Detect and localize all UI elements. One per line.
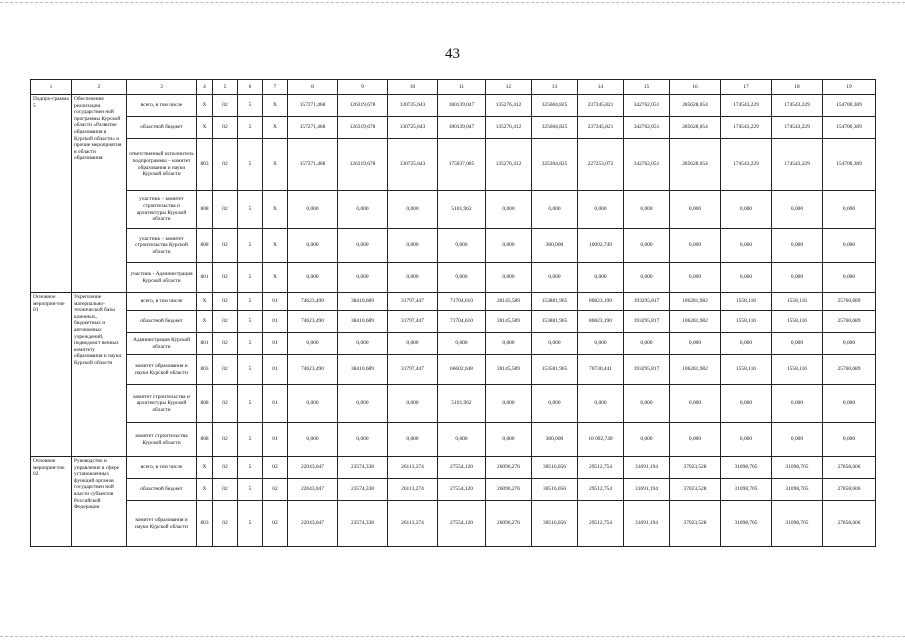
column-header: 16 (670, 80, 721, 95)
column-header: 15 (624, 80, 670, 95)
value-cell: 25760,689 (823, 311, 876, 333)
value-cell: 0,000 (721, 191, 772, 229)
table-row (31, 479, 876, 501)
value-cell: 38410,689 (338, 293, 388, 311)
value-cell: 342762,051 (624, 139, 670, 191)
value-cell: 0,000 (288, 423, 338, 457)
value-cell: 31098,705 (721, 457, 772, 479)
value-cell: 106281,982 (670, 293, 721, 311)
value-cell: 74623,490 (288, 355, 338, 385)
value-cell: 130725,643 (388, 117, 438, 139)
value-cell: 0,000 (338, 423, 388, 457)
group-description-cell: Руководство и управление в сфере установленных функций органов государствен ной власти субъектов Российской Федерации (72, 457, 127, 547)
value-cell: 31691,194 (624, 457, 670, 479)
source-label-cell: ответственный исполнитель подпрограммы – комитет образования и науки Курской области (127, 139, 197, 191)
column-header: 9 (338, 80, 388, 95)
value-cell: 0,000 (624, 333, 670, 355)
value-cell: 300,000 (532, 423, 578, 457)
value-cell: 0,000 (823, 423, 876, 457)
value-cell: 0,000 (624, 385, 670, 423)
value-cell: 0,000 (578, 263, 624, 293)
value-cell: 0,000 (338, 263, 388, 293)
value-cell: 808 (197, 423, 213, 457)
table-row (31, 355, 876, 385)
value-cell: 31098,705 (721, 479, 772, 501)
value-cell: 175037,085 (438, 139, 486, 191)
column-header: 13 (532, 80, 578, 95)
value-cell: 106281,982 (670, 311, 721, 333)
value-cell: 325304,825 (532, 139, 578, 191)
value-cell: 37023,528 (670, 479, 721, 501)
value-cell: X (263, 263, 288, 293)
value-cell: 31691,194 (624, 479, 670, 501)
value-cell: 5 (238, 117, 263, 139)
value-cell: 29512,754 (578, 501, 624, 547)
value-cell: 0,000 (823, 385, 876, 423)
value-cell: 26113,274 (388, 457, 438, 479)
budget-table (30, 79, 876, 547)
table-row (31, 385, 876, 423)
value-cell: 31098,705 (772, 501, 823, 547)
value-cell: X (263, 117, 288, 139)
source-label-cell: участник – комитет строительства Курской области (127, 229, 197, 263)
value-cell: X (263, 95, 288, 117)
value-cell: X (263, 191, 288, 229)
value-cell: 126319,678 (338, 117, 388, 139)
value-cell: 80823,190 (578, 293, 624, 311)
value-cell: 126319,678 (338, 95, 388, 117)
value-cell: 02 (213, 355, 238, 385)
value-cell: 0,000 (624, 229, 670, 263)
value-cell: 227253,072 (578, 139, 624, 191)
value-cell: 02 (213, 139, 238, 191)
value-cell: 38410,689 (338, 355, 388, 385)
group-name-cell: Подпро-грамма 5 (31, 95, 72, 293)
value-cell: 0,000 (388, 191, 438, 229)
value-cell: 0,000 (670, 333, 721, 355)
value-cell: 5 (238, 191, 263, 229)
table-row (31, 117, 876, 139)
value-cell: 0,000 (288, 191, 338, 229)
column-header: 5 (213, 80, 238, 95)
value-cell: 23574,338 (338, 457, 388, 479)
value-cell: 0,000 (670, 263, 721, 293)
value-cell: 5 (238, 423, 263, 457)
value-cell: 0,000 (721, 385, 772, 423)
value-cell: X (263, 229, 288, 263)
value-cell: 157271,468 (288, 95, 338, 117)
value-cell: 80823,190 (578, 311, 624, 333)
value-cell: 02 (213, 229, 238, 263)
value-cell: 325604,825 (532, 117, 578, 139)
value-cell: 29512,754 (578, 479, 624, 501)
value-cell: 0,000 (486, 385, 532, 423)
column-header: 18 (772, 80, 823, 95)
value-cell: 154700,389 (823, 117, 876, 139)
value-cell: 0,000 (338, 229, 388, 263)
value-cell: 0,000 (670, 423, 721, 457)
header-row (31, 80, 876, 95)
value-cell: 25760,689 (823, 355, 876, 385)
value-cell: 5 (238, 139, 263, 191)
value-cell: 180139,047 (438, 117, 486, 139)
column-header: 2 (72, 80, 127, 95)
source-label-cell: комитет строительства Курской области (127, 423, 197, 457)
value-cell: 5 (238, 333, 263, 355)
value-cell: 0,000 (772, 423, 823, 457)
value-cell: 01 (263, 355, 288, 385)
value-cell: 0,000 (578, 333, 624, 355)
value-cell: 1558,116 (772, 355, 823, 385)
value-cell: 02 (213, 457, 238, 479)
value-cell: 174543,229 (721, 95, 772, 117)
value-cell: 325604,825 (532, 95, 578, 117)
value-cell: 5 (238, 263, 263, 293)
value-cell: 135276,412 (486, 95, 532, 117)
value-cell: 106281,982 (670, 355, 721, 385)
source-label-cell: областной бюджет (127, 117, 197, 139)
value-cell: 1558,116 (772, 311, 823, 333)
value-cell: 5 (238, 293, 263, 311)
value-cell: 02 (213, 423, 238, 457)
value-cell: 0,000 (624, 263, 670, 293)
value-cell: 0,000 (624, 423, 670, 457)
value-cell: 285628,054 (670, 117, 721, 139)
value-cell: 31797,447 (388, 355, 438, 385)
column-header: 8 (288, 80, 338, 95)
value-cell: 0,000 (486, 263, 532, 293)
value-cell: 26096,276 (486, 479, 532, 501)
value-cell: 02 (213, 385, 238, 423)
value-cell: 30516,056 (532, 457, 578, 479)
value-cell: 0,000 (486, 191, 532, 229)
value-cell: 0,000 (288, 385, 338, 423)
value-cell: 27554,120 (438, 457, 486, 479)
value-cell: 1558,116 (721, 311, 772, 333)
value-cell: 0,000 (772, 191, 823, 229)
value-cell: 02 (213, 263, 238, 293)
value-cell: 22043,047 (288, 457, 338, 479)
source-label-cell: участник – комитет строительства и архитектуры Курской области (127, 191, 197, 229)
value-cell: 174543,229 (721, 139, 772, 191)
value-cell: 0,000 (721, 333, 772, 355)
column-header: 3 (127, 80, 197, 95)
value-cell: 0,000 (721, 229, 772, 263)
value-cell: 0,000 (532, 263, 578, 293)
value-cell: X (197, 457, 213, 479)
value-cell: 342762,051 (624, 117, 670, 139)
value-cell: X (197, 293, 213, 311)
value-cell: 0,000 (670, 229, 721, 263)
table-row (31, 293, 876, 311)
value-cell: 28145,589 (486, 311, 532, 333)
value-cell: 31797,447 (388, 293, 438, 311)
value-cell: 02 (213, 95, 238, 117)
value-cell: 66602,648 (438, 355, 486, 385)
value-cell: 193295,817 (624, 311, 670, 333)
value-cell: 28145,589 (486, 355, 532, 385)
value-cell: 342762,051 (624, 95, 670, 117)
value-cell: 02 (263, 479, 288, 501)
value-cell: 0,000 (388, 229, 438, 263)
value-cell: 0,000 (388, 263, 438, 293)
value-cell: 0,000 (486, 423, 532, 457)
value-cell: 5 (238, 229, 263, 263)
table-row (31, 333, 876, 355)
value-cell: 02 (213, 479, 238, 501)
value-cell: 0,000 (772, 229, 823, 263)
source-label-cell: комитет образования и науки Курской области (127, 501, 197, 547)
value-cell: 02 (213, 293, 238, 311)
value-cell: 31691,194 (624, 501, 670, 547)
page-number: 43 (445, 46, 460, 62)
value-cell: 0,000 (288, 229, 338, 263)
value-cell: 01 (263, 293, 288, 311)
value-cell: 26096,276 (486, 457, 532, 479)
value-cell: 0,000 (670, 385, 721, 423)
value-cell: 38410,689 (338, 311, 388, 333)
column-header: 4 (197, 80, 213, 95)
column-header: 6 (238, 80, 263, 95)
value-cell: 135276,412 (486, 139, 532, 191)
value-cell: 02 (213, 191, 238, 229)
column-header: 12 (486, 80, 532, 95)
group-name-cell: Основное мероприя-тие 02 (31, 457, 72, 547)
value-cell: 0,000 (670, 191, 721, 229)
value-cell: 27554,120 (438, 501, 486, 547)
value-cell: 02 (263, 457, 288, 479)
value-cell: 26096,276 (486, 501, 532, 547)
value-cell: 174543,229 (772, 95, 823, 117)
value-cell: 174543,229 (772, 117, 823, 139)
value-cell: 0,000 (532, 191, 578, 229)
value-cell: 01 (263, 311, 288, 333)
value-cell: 5 (238, 385, 263, 423)
value-cell: 174543,229 (772, 139, 823, 191)
value-cell: X (197, 117, 213, 139)
value-cell: 1558,116 (721, 355, 772, 385)
source-label-cell: всего, в том числе (127, 457, 197, 479)
value-cell: 10 092,749 (578, 423, 624, 457)
value-cell: 0,000 (486, 229, 532, 263)
value-cell: 0,000 (823, 333, 876, 355)
value-cell: 71704,610 (438, 311, 486, 333)
value-cell: 0,000 (338, 333, 388, 355)
table-row (31, 457, 876, 479)
source-label-cell: Администрация Курской области (127, 333, 197, 355)
value-cell: 74623,490 (288, 311, 338, 333)
value-cell: 193295,817 (624, 293, 670, 311)
value-cell: 22043,047 (288, 501, 338, 547)
value-cell: 126319,678 (338, 139, 388, 191)
value-cell: 803 (197, 355, 213, 385)
table-row (31, 311, 876, 333)
value-cell: 0,000 (823, 191, 876, 229)
value-cell: 0,000 (486, 333, 532, 355)
value-cell: 0,000 (532, 385, 578, 423)
value-cell: 180139,047 (438, 95, 486, 117)
value-cell: 27554,120 (438, 479, 486, 501)
value-cell: 0,000 (772, 385, 823, 423)
value-cell: 0,000 (721, 263, 772, 293)
value-cell: 27858,606 (823, 501, 876, 547)
value-cell: 0,000 (288, 333, 338, 355)
value-cell: 130725,643 (388, 139, 438, 191)
value-cell: 0,000 (721, 423, 772, 457)
column-header: 10 (388, 80, 438, 95)
value-cell: 154700,389 (823, 95, 876, 117)
value-cell: 285628,054 (670, 95, 721, 117)
value-cell: 153881,965 (532, 293, 578, 311)
value-cell: 02 (213, 117, 238, 139)
value-cell: 5101,962 (438, 385, 486, 423)
value-cell: 26113,274 (388, 479, 438, 501)
value-cell: 5 (238, 479, 263, 501)
value-cell: X (197, 95, 213, 117)
value-cell: 154700,389 (823, 139, 876, 191)
value-cell: 153581,965 (532, 355, 578, 385)
value-cell: 5 (238, 95, 263, 117)
column-header: 7 (263, 80, 288, 95)
value-cell: 27858,606 (823, 457, 876, 479)
value-cell: 70730,441 (578, 355, 624, 385)
value-cell: 285628,054 (670, 139, 721, 191)
table-row (31, 95, 876, 117)
value-cell: 71704,610 (438, 293, 486, 311)
value-cell: 23574,338 (338, 479, 388, 501)
table-row (31, 139, 876, 191)
value-cell: 37023,528 (670, 457, 721, 479)
value-cell: 808 (197, 191, 213, 229)
value-cell: 237345,821 (578, 117, 624, 139)
table-row (31, 263, 876, 293)
value-cell: 0,000 (338, 385, 388, 423)
value-cell: 30516,056 (532, 501, 578, 547)
value-cell: 01 (263, 385, 288, 423)
value-cell: 0,000 (438, 333, 486, 355)
value-cell: 0,000 (438, 263, 486, 293)
value-cell: 801 (197, 333, 213, 355)
value-cell: 5 (238, 355, 263, 385)
value-cell: 01 (263, 333, 288, 355)
value-cell: 31797,447 (388, 311, 438, 333)
value-cell: 0,000 (578, 385, 624, 423)
value-cell: 0,000 (823, 229, 876, 263)
table-row (31, 229, 876, 263)
value-cell: 803 (197, 501, 213, 547)
value-cell: 1558,116 (772, 293, 823, 311)
source-label-cell: участник - Администрация Курской области (127, 263, 197, 293)
value-cell: X (263, 139, 288, 191)
value-cell: 25760,689 (823, 293, 876, 311)
value-cell: 37023,528 (670, 501, 721, 547)
value-cell: 5 (238, 311, 263, 333)
value-cell: 01 (263, 423, 288, 457)
value-cell: 0,000 (388, 333, 438, 355)
value-cell: 02 (213, 311, 238, 333)
value-cell: 0,000 (532, 333, 578, 355)
value-cell: 02 (213, 501, 238, 547)
value-cell: 23574,338 (338, 501, 388, 547)
value-cell: 27858,606 (823, 479, 876, 501)
value-cell: 135276,412 (486, 117, 532, 139)
column-header: 19 (823, 80, 876, 95)
value-cell: 5 (238, 501, 263, 547)
value-cell: 300,000 (532, 229, 578, 263)
value-cell: 157271,468 (288, 117, 338, 139)
value-cell: 31098,705 (721, 501, 772, 547)
value-cell: 174543,229 (721, 117, 772, 139)
value-cell: 22043,047 (288, 479, 338, 501)
source-label-cell: комитет строительства и архитектуры Курской области (127, 385, 197, 423)
table-row (31, 191, 876, 229)
value-cell: 130725,643 (388, 95, 438, 117)
value-cell: 0,000 (823, 263, 876, 293)
value-cell: 193295,817 (624, 355, 670, 385)
source-label-cell: областной бюджет (127, 479, 197, 501)
value-cell: 31098,705 (772, 479, 823, 501)
column-header: 17 (721, 80, 772, 95)
value-cell: X (197, 311, 213, 333)
value-cell: 808 (197, 229, 213, 263)
value-cell: 237345,821 (578, 95, 624, 117)
value-cell: 26113,274 (388, 501, 438, 547)
value-cell: 0,000 (438, 229, 486, 263)
table-row (31, 423, 876, 457)
source-label-cell: всего, в том числе (127, 293, 197, 311)
value-cell: X (197, 479, 213, 501)
column-header: 11 (438, 80, 486, 95)
value-cell: 0,000 (772, 333, 823, 355)
value-cell: 0,000 (772, 263, 823, 293)
group-description-cell: Укрепление материально-технической базы казенных, бюджетных и автономных учреждений, подведомст венных комитету образования и науки Курской области (72, 293, 127, 457)
source-label-cell: всего, в том числе (127, 95, 197, 117)
value-cell: 1558,116 (721, 293, 772, 311)
value-cell: 0,000 (438, 423, 486, 457)
value-cell: 29512,754 (578, 457, 624, 479)
value-cell: 5 (238, 457, 263, 479)
value-cell: 0,000 (388, 385, 438, 423)
value-cell: 153881,965 (532, 311, 578, 333)
value-cell: 74623,490 (288, 293, 338, 311)
value-cell: 02 (213, 333, 238, 355)
source-label-cell: областной бюджет (127, 311, 197, 333)
source-label-cell: комитет образования и науки Курской области (127, 355, 197, 385)
table-row (31, 501, 876, 547)
value-cell: 31098,705 (772, 457, 823, 479)
value-cell: 0,000 (578, 191, 624, 229)
value-cell: 0,000 (624, 191, 670, 229)
value-cell: 5101,962 (438, 191, 486, 229)
value-cell: 28145,589 (486, 293, 532, 311)
column-header: 1 (31, 80, 72, 95)
value-cell: 0,000 (288, 263, 338, 293)
value-cell: 30516,056 (532, 479, 578, 501)
column-header: 14 (578, 80, 624, 95)
value-cell: 10092,749 (578, 229, 624, 263)
group-description-cell: Обеспечение реализации государствен ной программы Курской области «Развитие образования в Курской области» и прочие мероприятия в области образования (72, 95, 127, 293)
value-cell: 157271,468 (288, 139, 338, 191)
value-cell: 808 (197, 385, 213, 423)
value-cell: 803 (197, 139, 213, 191)
value-cell: 801 (197, 263, 213, 293)
value-cell: 02 (263, 501, 288, 547)
group-name-cell: Основное мероприя-тие 01 (31, 293, 72, 457)
value-cell: 0,000 (388, 423, 438, 457)
value-cell: 0,000 (338, 191, 388, 229)
